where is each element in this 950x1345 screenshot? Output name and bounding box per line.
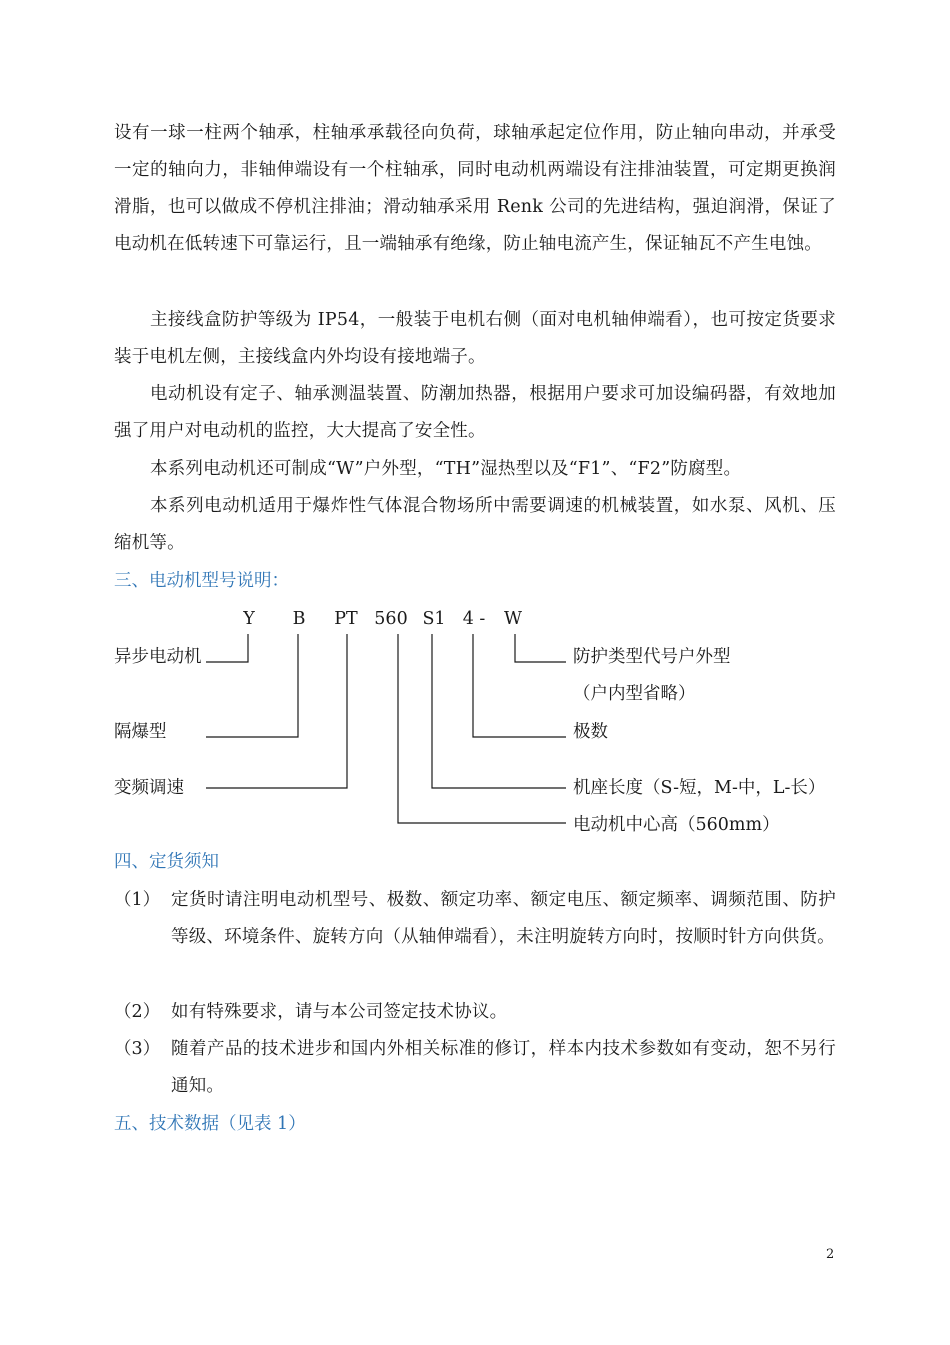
line-s1	[432, 634, 566, 788]
paragraph-application: 本系列电动机适用于爆炸性气体混合物场所中需要调速的机械装置，如水泵、风机、压缩机等。	[114, 496, 836, 553]
paragraph-variants: 本系列电动机还可制成“W”户外型，“TH”湿热型以及“F1”、“F2”防腐型。	[150, 459, 742, 479]
paragraph-terminal-box: 主接线盒防护等级为 IP54，一般装于电机右侧（面对电机轴伸端看），也可按定货要求装于电机左侧，主接线盒内外均设有接地端子。	[114, 310, 836, 367]
ordering-note-number: （2）	[114, 1002, 161, 1022]
label-protection-type: 防护类型代号户外型	[573, 647, 731, 667]
ordering-note-text: 定货时请注明电动机型号、极数、额定功率、额定电压、额定频率、调频范围、防护等级、环境条件、旋转方向（从轴伸端看），未注明旋转方向时，按顺时针方向供货。	[171, 890, 836, 947]
label-async-motor: 异步电动机	[114, 647, 202, 667]
code-b: B	[292, 609, 306, 629]
model-designation-diagram	[0, 600, 950, 850]
label-poles: 极数	[573, 722, 608, 742]
label-frame-length: 机座长度（S-短，M-中，L-长）	[573, 778, 826, 798]
heading-ordering-notes: 四、定货须知	[114, 852, 219, 872]
label-variable-frequency: 变频调速	[114, 778, 184, 798]
code-s1: S1	[422, 609, 446, 629]
code-560: 560	[374, 609, 408, 629]
ordering-note-3	[114, 1031, 836, 1105]
paragraph-monitoring: 电动机设有定子、轴承测温装置、防潮加热器，根据用户要求可加设编码器，有效地加强了用户对电动机的监控，大大提高了安全性。	[114, 384, 836, 441]
label-protection-note: （户内型省略）	[573, 684, 696, 704]
ordering-note-1	[114, 882, 836, 956]
ordering-note-number: （3）	[114, 1039, 161, 1059]
label-explosion-proof: 隔爆型	[114, 722, 167, 742]
paragraph-bearings: 设有一球一柱两个轴承，柱轴承承载径向负荷，球轴承起定位作用，防止轴向串动，并承受一定的轴向力，非轴伸端设有一个柱轴承，同时电动机两端设有注排油装置，可定期更换润滑脂，也可以做成不停机注排油；滑动轴承采用 Renk 公司的先进结构，强迫润滑，保证了电动机在低转速下可靠运行，且一端轴承有绝缘，防止轴电流产生，保证轴瓦不产生电蚀。	[114, 123, 836, 254]
line-w	[515, 634, 566, 662]
heading-technical-data: 五、技术数据（见表 1）	[114, 1114, 306, 1134]
heading-model-description: 三、电动机型号说明：	[114, 571, 289, 591]
code-poles: 4 -	[462, 609, 486, 629]
page-number: 2	[826, 1247, 835, 1262]
code-y: Y	[243, 609, 255, 629]
label-center-height: 电动机中心高（560mm）	[573, 815, 780, 835]
line-b	[206, 634, 298, 737]
ordering-note-number: （1）	[114, 890, 161, 910]
code-pt: PT	[334, 609, 358, 629]
line-y	[206, 634, 248, 662]
ordering-note-text: 随着产品的技术进步和国内外相关标准的修订，样本内技术参数如有变动，恕不另行通知。	[171, 1039, 836, 1096]
ordering-note-text: 如有特殊要求，请与本公司签定技术协议。	[171, 1002, 508, 1022]
line-pt	[206, 634, 347, 788]
ordering-note-2	[114, 994, 836, 1031]
code-w: W	[504, 609, 522, 629]
line-4	[473, 634, 566, 737]
